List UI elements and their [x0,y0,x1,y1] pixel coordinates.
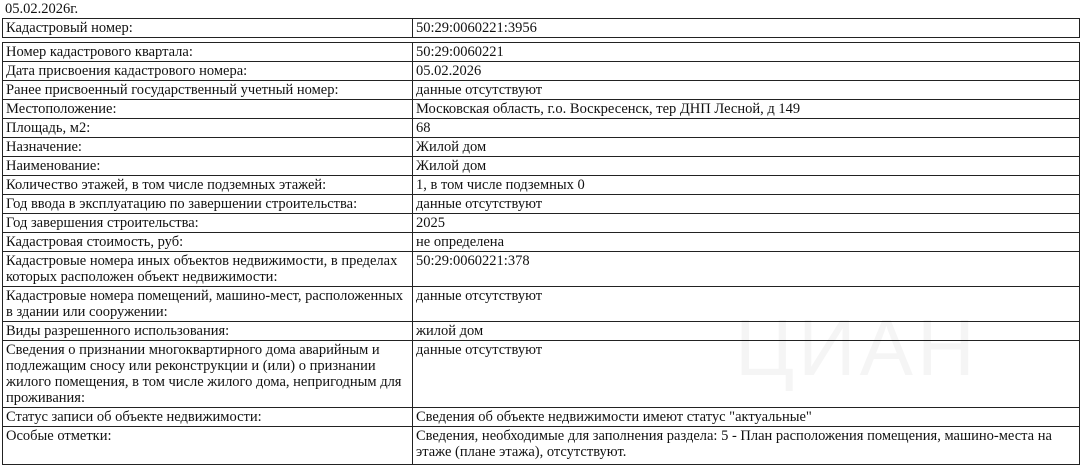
row-value: 50:29:0060221 [413,43,1080,62]
row-value: Московская область, г.о. Воскресенск, тер ДНП Лесной, д 149 [413,100,1080,119]
row-value: данные отсутствуют [413,287,1080,322]
table-row [3,100,1080,119]
row-label: Площадь, м2: [3,119,413,138]
row-value: данные отсутствуют [413,81,1080,100]
row-value: Сведения об объекте недвижимости имеют статус "актуальные" [413,408,1080,427]
table-row [3,233,1080,252]
table-row [3,43,1080,62]
row-label: Назначение: [3,138,413,157]
row-value: данные отсутствуют [413,341,1080,408]
row-label: Статус записи об объекте недвижимости: [3,408,413,427]
row-value: 1, в том числе подземных 0 [413,176,1080,195]
table-row [3,408,1080,427]
table-row [3,138,1080,157]
row-label: Сведения о признании многоквартирного дома аварийным и подлежащим сносу или реконструкции и (или) о признании жилого помещения, в том числе жилого дома, непригодным для проживания: [3,341,413,408]
row-label: Дата присвоения кадастрового номера: [3,62,413,81]
table-row [3,62,1080,81]
table-row [3,214,1080,233]
document-date: 05.02.2026г. [5,1,79,17]
row-label: Кадастровые номера помещений, машино-мест, расположенных в здании или сооружении: [3,287,413,322]
table-row [3,252,1080,287]
row-value: 05.02.2026 [413,62,1080,81]
row-value: не определена [413,233,1080,252]
table-row [3,81,1080,100]
row-value: 68 [413,119,1080,138]
row-value: данные отсутствуют [413,195,1080,214]
table-row [3,195,1080,214]
table-row [3,341,1080,408]
row-label: Номер кадастрового квартала: [3,43,413,62]
property-details-table [2,42,1080,465]
row-value: Жилой дом [413,138,1080,157]
row-value: 50:29:0060221:378 [413,252,1080,287]
row-label: Год ввода в эксплуатацию по завершении строительства: [3,195,413,214]
row-value: 2025 [413,214,1080,233]
row-label: Особые отметки: [3,427,413,465]
table-row [3,287,1080,322]
table-row [3,427,1080,465]
table-row [3,119,1080,138]
row-value: 50:29:0060221:3956 [413,19,1080,38]
row-label: Виды разрешенного использования: [3,322,413,341]
row-value: жилой дом [413,322,1080,341]
row-label: Наименование: [3,157,413,176]
row-label: Год завершения строительства: [3,214,413,233]
row-value: Сведения, необходимые для заполнения раздела: 5 - План расположения помещения, машино-места на этаже (плане этажа), отсутствуют. [413,427,1080,465]
table-row [3,176,1080,195]
table-row [3,157,1080,176]
row-label: Количество этажей, в том числе подземных этажей: [3,176,413,195]
row-label: Кадастровые номера иных объектов недвижимости, в пределах которых расположен объект недвижимости: [3,252,413,287]
table-row [3,19,1080,38]
table-row [3,322,1080,341]
row-label: Ранее присвоенный государственный учетный номер: [3,81,413,100]
row-value: Жилой дом [413,157,1080,176]
row-label: Кадастровая стоимость, руб: [3,233,413,252]
row-label: Кадастровый номер: [3,19,413,38]
cadastral-number-table [2,18,1080,38]
row-label: Местоположение: [3,100,413,119]
